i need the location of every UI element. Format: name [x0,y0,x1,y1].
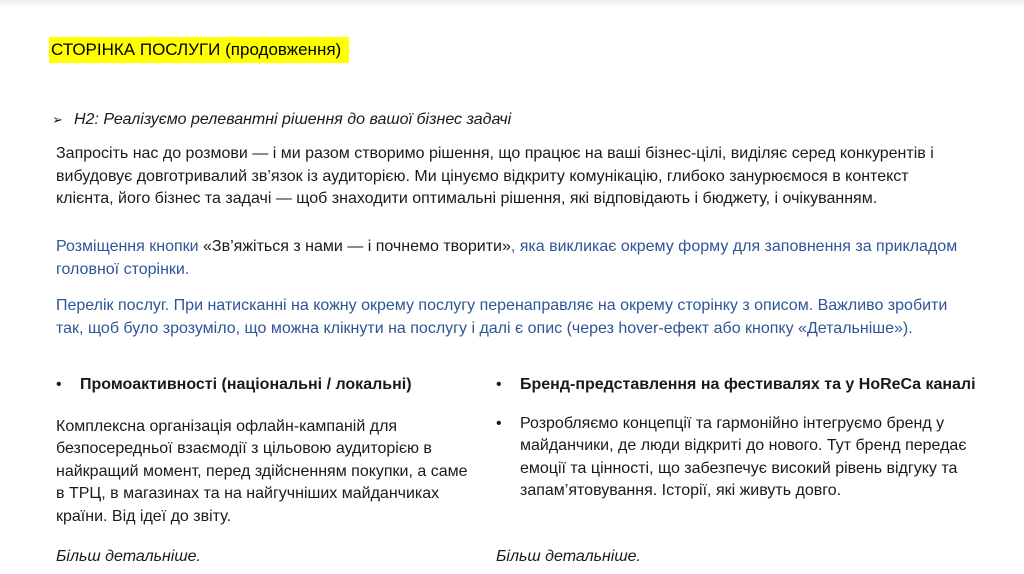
service-title[interactable]: Промоактивності (національні / локальні) [80,376,412,393]
intro-paragraph: Запросіть нас до розмови — і ми разом створимо рішення, що працює на ваші бізнес-цілі, виділяє серед конкурентів і вибудовує довготривалий зв’язок із аудиторією. Ми цінуємо відкриту комунікацію, глибоко занурюємося в контекст клієнта, його бізнес та задачі — щоб знаходити оптимальні рішення, які відповідають і бюджету, і очікуванням. [56,145,934,207]
h2-text: H2: Реалізуємо релевантні рішення до вашої бізнес задачі [74,111,512,128]
service-item-brand[interactable] [496,374,976,503]
contact-button-quote: «Зв’яжіться з нами — і почнемо творити» [203,238,511,255]
services-note: Перелік послуг. При натисканні на кожну окрему послугу перенаправляє на окрему сторінку з описом. Важливо зробити так, щоб було зрозуміло, що можна клікнути на послугу і далі є опис (через hover-ефект або кнопку «Детальніше»). [56,297,948,337]
page-title: СТОРІНКА ПОСЛУГИ (продовження) [49,37,349,63]
button-note-suffix: , яка викликає окрему форму для заповнення за прикладом головної сторінки. [56,238,958,278]
service-title-row [496,374,976,397]
button-note [56,236,961,281]
bullet-icon: • [496,414,502,432]
more-details-link[interactable]: Більш детальніше. [56,548,201,565]
top-strip [0,0,1024,8]
service-item-promo[interactable] [56,374,476,528]
service-description: Комплексна організація офлайн-кампаній для безпосередньої взаємодії з цільовою аудиторією в найкращий момент, перед здійсненням покупки, а саме в ТРЦ, в магазинах та на найгучніших майданчиках країни. Від ідеї до звіту. [56,417,468,525]
service-title-row [56,374,476,397]
button-note-prefix: Розміщення кнопки [56,238,204,255]
bullet-icon: • [56,376,62,393]
arrow-bullet-icon: ➢ [52,112,63,127]
service-description: Розробляємо концепції та гармонійно інтегруємо бренд у майданчики, де люди відкриті до нового. Тут бренд передає емоції та цінності, що забезпечує високий рівень відгуку та запам’ятовування. Історії, які живуть довго. [520,414,967,499]
h2-heading [52,111,511,129]
more-details-link[interactable]: Більш детальніше. [496,548,641,565]
service-description-row [496,413,976,503]
service-title[interactable]: Бренд-представлення на фестивалях та у HoReCa каналі [520,376,976,393]
bullet-icon: • [496,376,502,393]
